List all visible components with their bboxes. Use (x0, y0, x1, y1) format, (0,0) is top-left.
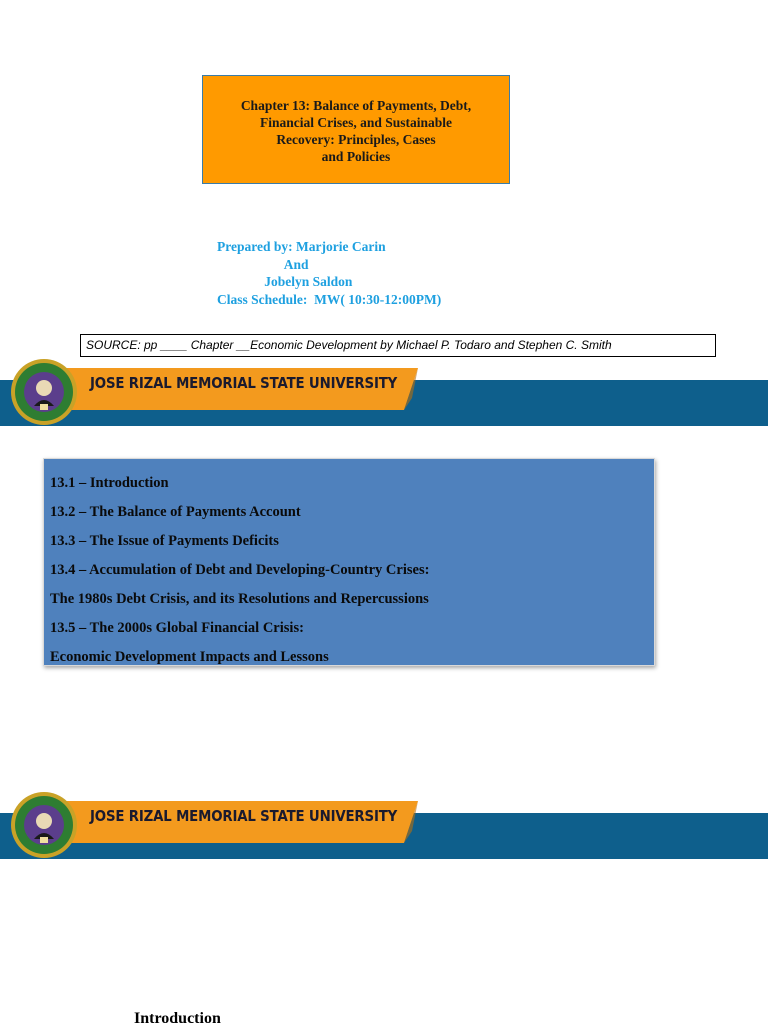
university-banner (0, 787, 768, 867)
toc-item: 13.1 – Introduction (50, 475, 169, 491)
chapter-title-line: Recovery: Principles, Cases (276, 131, 436, 147)
table-of-contents (43, 458, 655, 666)
university-banner (0, 354, 768, 434)
chapter-title-line: Chapter 13: Balance of Payments, Debt, (240, 97, 472, 113)
toc-item: 13.5 – The 2000s Global Financial Crisis: (50, 620, 304, 636)
introduction-heading: Introduction (134, 1010, 221, 1027)
chapter-title-line: Financial Crises, and Sustainable (259, 114, 453, 130)
university-seal-icon (10, 791, 78, 859)
source-citation-box: SOURCE: pp ____ Chapter __Economic Development by Michael P. Todaro and Stephen C. Smith (80, 334, 716, 357)
university-name: JOSE RIZAL MEMORIAL STATE UNIVERSITY (90, 807, 398, 825)
toc-item: 13.4 – Accumulation of Debt and Developing-Country Crises: (50, 562, 430, 578)
toc-item: Economic Development Impacts and Lessons (50, 649, 329, 665)
prepared-by-line: Prepared by: Marjorie Carin (217, 239, 386, 254)
university-seal-icon (10, 358, 78, 426)
university-name: JOSE RIZAL MEMORIAL STATE UNIVERSITY (90, 374, 398, 392)
prepared-and-line: And (217, 256, 309, 272)
prepared-name-line: Jobelyn Saldon (217, 274, 353, 289)
toc-item: 13.2 – The Balance of Payments Account (50, 504, 301, 520)
toc-item: The 1980s Debt Crisis, and its Resolutions and Repercussions (50, 591, 429, 607)
chapter-title-box (202, 75, 510, 184)
class-schedule-line: Class Schedule: MW( 10:30-12:00PM) (217, 291, 442, 307)
prepared-by-block (217, 238, 441, 308)
toc-item: 13.3 – The Issue of Payments Deficits (50, 533, 279, 549)
chapter-title-line: and Policies (321, 148, 391, 164)
